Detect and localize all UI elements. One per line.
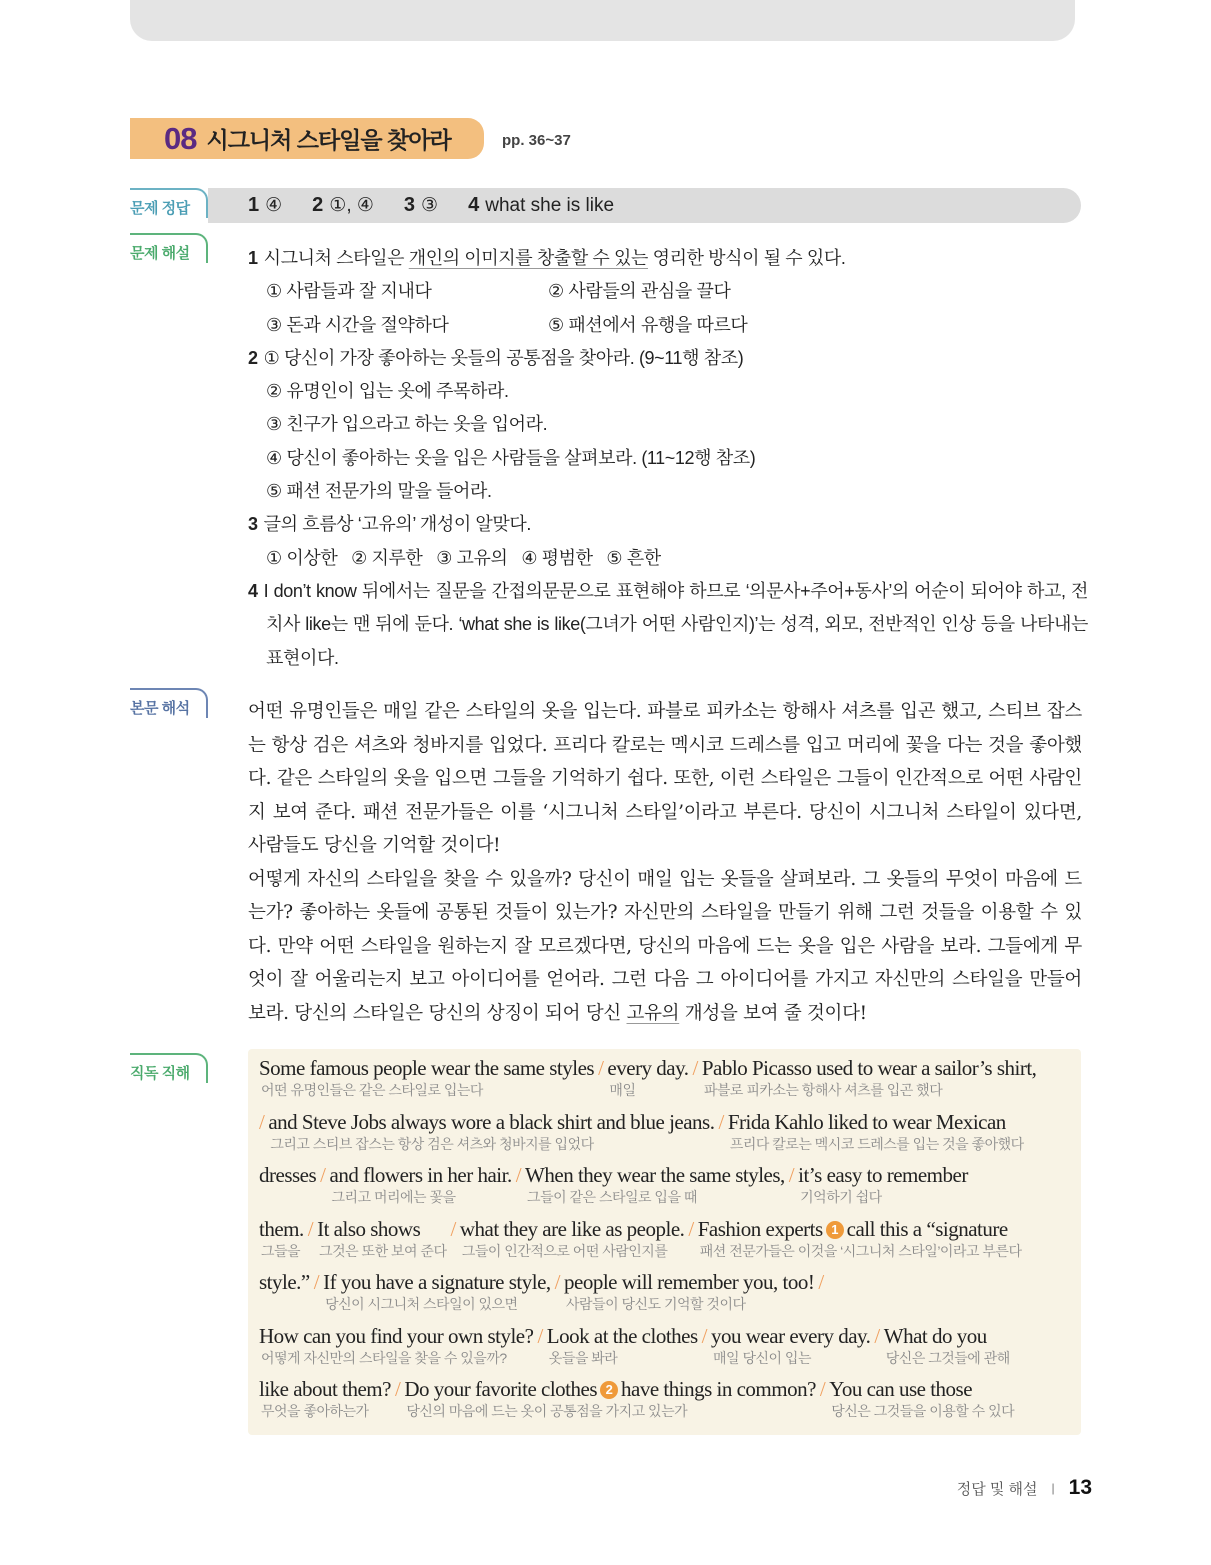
chunk (829, 1376, 1014, 1430)
q3: 3 글의 흐름상 ‘고유의’ 개성이 알맞다. (248, 514, 531, 535)
chunk (259, 1162, 316, 1216)
chunk-korean: 그들을 (261, 1242, 301, 1259)
answer-3: 3 ③ (403, 194, 439, 216)
chunk-english: Pablo Picasso used to wear a sailor’s shirt, (701, 1056, 1037, 1080)
chunk-english: and Steve Jobs always wore a black shirt and blue jeans. (268, 1109, 715, 1134)
slash-separator: / (818, 1270, 824, 1294)
chunk-english: It also shows (317, 1216, 421, 1241)
chunk (404, 1376, 816, 1430)
chunk-english: them. (259, 1216, 304, 1241)
chunk (607, 1055, 688, 1109)
chunk-korean: 당신의 마음에 드는 옷이 공통점을 가지고 있는가 (406, 1403, 688, 1419)
chunk (525, 1162, 785, 1216)
chunk (702, 1055, 1037, 1109)
page-number: 13 (1068, 1476, 1092, 1499)
chunk-korean: 옷들을 봐라 (548, 1349, 618, 1366)
chunk-english: You can use those (829, 1377, 973, 1401)
chunk-korean: 당신은 그것들을 이용할 수 있다 (831, 1403, 1015, 1419)
chunk (323, 1269, 551, 1323)
slash-separator: / (554, 1270, 561, 1294)
chunk-korean: 당신이 시그니처 스타일이 있으면 (325, 1296, 518, 1312)
chunk-english: If you have a signature style, (323, 1270, 551, 1294)
chunk-line (259, 1109, 1081, 1163)
chunk-english: every day. (607, 1056, 689, 1080)
chunk (259, 1269, 310, 1323)
q2: 2 ① 당신이 가장 좋아하는 옷들의 공통점을 찾아라. (9~11행 참조) (248, 347, 744, 368)
slash-separator: / (688, 1216, 694, 1241)
chunk-english: what they are like as people. (459, 1216, 685, 1241)
chunk-english: people will remember you, too! (564, 1270, 815, 1294)
chunk-line (259, 1216, 1081, 1270)
slash-separator: / (259, 1109, 265, 1134)
chunk-korean: 매일 (609, 1082, 636, 1098)
chunk-korean: 그리고 스티브 잡스는 항상 검은 셔츠와 청바지를 입었다 (270, 1135, 594, 1152)
question-number-badge: 1 (826, 1221, 844, 1239)
slash-separator: / (788, 1163, 795, 1187)
chunk-line (259, 1162, 1081, 1216)
slash-separator: / (701, 1323, 708, 1348)
chunk-korean: 사람들이 당신도 기억할 것이다 (566, 1296, 746, 1312)
answer-1: 1 ④ (248, 194, 283, 216)
chunk-korean: 파블로 피카소는 항해사 셔츠를 입곤 했다 (703, 1082, 943, 1098)
chunk (259, 1216, 304, 1270)
slash-separator: / (598, 1056, 604, 1080)
chunk (460, 1216, 685, 1270)
chunk-english: Look at the clothes (546, 1323, 698, 1348)
chunk-reading-box (248, 1049, 1081, 1435)
chunk-korean: 패션 전문가들은 이것을 ‘시그니처 스타일’이라고 부른다 (699, 1242, 1022, 1259)
chunk-korean: 그들이 같은 스타일로 입을 때 (527, 1189, 697, 1205)
footer-section: 정답 및 해설 (956, 1480, 1038, 1498)
chunk-english: Fashion experts 1 call this a “signature (697, 1216, 1008, 1241)
chunk (728, 1109, 1024, 1163)
slash-separator: / (874, 1323, 880, 1348)
chunk-english: like about them? (259, 1377, 391, 1401)
slash-separator: / (394, 1377, 401, 1401)
q1: 1 시그니처 스타일은 개인의 이미지를 창출할 수 있는 영리한 방식이 될 수 있다. (248, 248, 846, 268)
lesson-title (130, 118, 484, 159)
chunk-korean: 어떤 유명인들은 같은 스타일로 입는다 (261, 1082, 483, 1098)
chunk-english: Do your favorite clothes 2 have things in common? (404, 1377, 816, 1401)
chunk (330, 1162, 512, 1216)
chunk-english: dresses (259, 1163, 317, 1187)
slash-separator: / (313, 1270, 320, 1294)
chunk-english: you wear every day. (711, 1323, 871, 1348)
chunk-english: How can you find your own style? (259, 1323, 534, 1348)
slash-separator: / (692, 1056, 698, 1080)
slash-separator: / (307, 1216, 314, 1241)
tab-translation: 본문 해석 (130, 688, 208, 718)
chunk-line (259, 1376, 1081, 1430)
tab-answers: 문제 정답 (130, 188, 208, 218)
top-banner (130, 0, 1075, 41)
chunk-korean: 그리고 머리에는 꽃을 (331, 1189, 456, 1205)
translation-text: 어떤 유명인들은 매일 같은 스타일의 옷을 입는다. 파블로 피카소는 항해사 셔츠를 입곤 했고, 스티브 잡스는 항상 검은 셔츠와 청바지를 입었다. 프리다 칼로는 멕시코 드레스를 입고 머리에 꽃을 다는 것을 좋아했다. 같은 스타일의 옷을 입으면 그들을 기억하기 쉽다. 또한, 이런 스타일은 그들이 인간적으로 어떤 사람인지 보여 준다. 패션 전문가들은 이를 ‘시그니처 스타일’이라고 부른다. 당신이 시그니처 스타일이 있다면, 사람들도 당신을 기억할 것이다! 어떻게 자신의 스타일을 찾을 수 있을까? 당신이 매일 입는 옷들을 살펴보라. 그 옷들의 무엇이 마음에 드는가? 좋아하는 옷들에 공통된 것들이 있는가? 자신만의 스타일을 만들기 위해 그런 것들을 이용할 수 있다. 만약 어떤 스타일을 원하는지 잘 모르겠다면, 당신의 마음에 드는 옷을 입은 사람을 보라. 그들에게 무엇이 잘 어울리는지 보고 아이디어를 얻어라. 그런 다음 그 아이디어를 가지고 자신만의 스타일을 만들어 보라. 당신의 스타일은 당신의 상징이 되어 당신 고유의 개성을 보여 줄 것이다! (248, 701, 1082, 1024)
page-footer (957, 1476, 1092, 1500)
slash-separator: / (718, 1109, 724, 1134)
chunk (884, 1323, 1010, 1377)
page-range: pp. 36~37 (502, 132, 571, 149)
chunk (698, 1216, 1022, 1270)
chunk-line (259, 1055, 1081, 1109)
chunk-english: Frida Kahlo liked to wear Mexican (727, 1109, 1006, 1134)
explanation-section: 1 시그니처 스타일은 개인의 이미지를 창출할 수 있는 영리한 방식이 될 수 있다. ① 사람들과 잘 지내다 ② 사람들의 관심을 끌다 ③ 돈과 시간을 절약하다 ⑤ 패션에서 유행을 따르다 2 ① 당신이 가장 좋아하는 옷들의 공통점을 찾아라. (9~11행 참조) ② 유명인이 입는 옷에 주목하라. ③ 친구가 입으라고 하는 옷을 입어라. ④ 당신이 좋아하는 옷을 입은 사람들을 살펴보라. (11~12행 참조) ⑤ 패션 전문가의 말을 들어라. 3 글의 흐름상 ‘고유의’ 개성이 알맞다. ① 이상한 ② 지루한 ③ 고유의 ④ 평범한 ⑤ 흔한 4 I don’t know 뒤에서는 질문을 간접의문문으로 표현해야 하므로 ‘의문사+주어+동사’의 어순이 되어야 하고, 전치사 like는 맨 뒤에 둔다. ‘what she is like(그녀가 어떤 사람인지)’는 성격, 외모, 전반적인 인상 등을 나타내는 표현이다. (248, 242, 1088, 675)
chunk (798, 1162, 968, 1216)
chunk-korean: 어떻게 자신만의 스타일을 찾을 수 있을까? (261, 1349, 507, 1366)
chunk (259, 1323, 533, 1377)
answer-4: 4 what she is like (468, 194, 615, 216)
q4: 4 I don’t know 뒤에서는 질문을 간접의문문으로 표현해야 하므로 ‘의문사+주어+동사’의 어순이 되어야 하고, 전치사 like는 맨 뒤에 둔다. ‘what she is like(그녀가 어떤 사람인지)’는 성격, 외모, 전반적인 인상 등을 나타내는 표현이다. (248, 580, 1088, 668)
lesson-title-text: 시그니처 스타일을 찾아라 (206, 127, 451, 153)
chunk-korean: 매일 당신이 입는 (713, 1349, 811, 1366)
chunk (317, 1216, 446, 1270)
chunk-korean: 무엇을 좋아하는가 (261, 1403, 369, 1419)
chunk-korean: 그들이 인간적으로 어떤 사람인지를 (461, 1242, 668, 1259)
chunk (268, 1109, 714, 1163)
lesson-number: 08 (164, 120, 197, 156)
tab-explanation: 문제 해설 (130, 233, 208, 263)
chunk-english: style.” (259, 1270, 310, 1294)
tab-chunk-reading: 직독 직해 (130, 1053, 208, 1083)
chunk-line (259, 1269, 1081, 1323)
chunk-line (259, 1323, 1081, 1377)
slash-separator: / (515, 1163, 522, 1187)
answer-2: 2 ①, ④ (312, 194, 374, 216)
footer-divider: | (1051, 1481, 1055, 1495)
slash-separator: / (537, 1323, 543, 1348)
chunk (259, 1055, 594, 1109)
question-number-badge: 2 (600, 1381, 618, 1399)
slash-separator: / (819, 1377, 826, 1401)
slash-separator: / (450, 1216, 456, 1241)
answers-bar (208, 188, 1081, 223)
chunk-english: When they wear the same styles, (525, 1163, 785, 1187)
slash-separator: / (320, 1163, 326, 1187)
chunk-korean: 당신은 그것들에 관해 (885, 1349, 1010, 1366)
chunk (564, 1269, 814, 1323)
chunk-korean: 그것은 또한 보여 준다 (319, 1242, 447, 1259)
chunk-english: What do you (883, 1323, 987, 1348)
chunk (711, 1323, 870, 1377)
chunk (259, 1376, 391, 1430)
chunk-english: it’s easy to remember (798, 1163, 968, 1187)
chunk-korean: 기억하기 쉽다 (800, 1189, 882, 1205)
chunk-english: Some famous people wear the same styles (259, 1056, 595, 1080)
chunk-korean: 프리다 칼로는 멕시코 드레스를 입는 것을 좋아했다 (729, 1135, 1024, 1152)
chunk-english: and flowers in her hair. (329, 1163, 512, 1187)
chunk (547, 1323, 698, 1377)
